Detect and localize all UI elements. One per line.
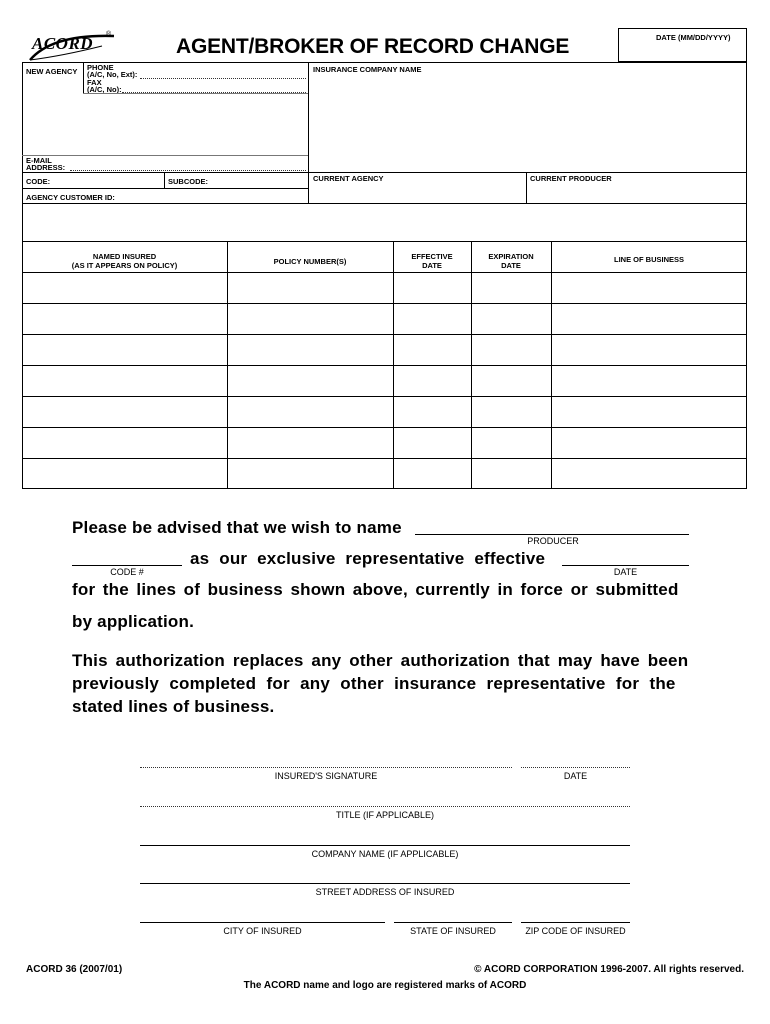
table-header-bottom bbox=[22, 272, 747, 273]
new-agency-name-field[interactable] bbox=[24, 96, 306, 154]
table-row[interactable] bbox=[22, 427, 747, 428]
fax-label: FAX bbox=[87, 78, 102, 87]
insured-signature-line[interactable] bbox=[140, 767, 512, 768]
insurance-company-label: INSURANCE COMPANY NAME bbox=[313, 65, 422, 74]
customer-id-bottom bbox=[22, 203, 747, 204]
producer-input-line[interactable] bbox=[415, 534, 689, 535]
table-row[interactable] bbox=[22, 396, 747, 397]
title-caption: TITLE (IF APPLICABLE) bbox=[335, 810, 435, 820]
table-row[interactable] bbox=[22, 334, 747, 335]
date-field-box[interactable] bbox=[618, 28, 747, 62]
logo-text: ACORD bbox=[32, 34, 94, 53]
code-subcode-divider bbox=[164, 172, 165, 188]
statement-line-2: as our exclusive representative effective bbox=[190, 549, 546, 568]
email-label-2: ADDRESS: bbox=[26, 163, 66, 172]
insured-signature-caption: INSURED'S SIGNATURE bbox=[274, 771, 378, 781]
code-input-line[interactable] bbox=[72, 565, 182, 566]
fax-sub-label: (A/C, No): bbox=[87, 85, 122, 94]
state-line[interactable] bbox=[394, 922, 512, 923]
current-producer-label: CURRENT PRODUCER bbox=[530, 174, 612, 183]
signature-date-line[interactable] bbox=[521, 767, 630, 768]
new-agency-label: NEW AGENCY bbox=[26, 67, 78, 76]
company-name-caption: COMPANY NAME (IF APPLICABLE) bbox=[311, 849, 459, 859]
customer-id-field[interactable] bbox=[24, 205, 745, 240]
zip-line[interactable] bbox=[521, 922, 630, 923]
authorization-line-2: previously completed for any other insurance representative for the bbox=[72, 674, 676, 693]
authorization-line-1: This authorization replaces any other authorization that may have been bbox=[72, 651, 689, 670]
form-id: ACORD 36 (2007/01) bbox=[26, 964, 123, 975]
copyright: © ACORD CORPORATION 1996-2007. All rights reserved. bbox=[474, 964, 744, 975]
subcode-label: SUBCODE: bbox=[168, 177, 209, 186]
phone-input-line[interactable] bbox=[140, 78, 306, 79]
page-title: AGENT/BROKER OF RECORD CHANGE bbox=[176, 35, 570, 58]
trademark-notice: The ACORD name and logo are registered marks of ACORD bbox=[243, 980, 527, 991]
statement-line-1: Please be advised that we wish to name bbox=[72, 518, 402, 537]
date-caption: DATE bbox=[613, 567, 638, 577]
table-row[interactable] bbox=[22, 458, 747, 459]
title-line[interactable] bbox=[140, 806, 630, 807]
insurance-company-field[interactable] bbox=[310, 76, 745, 170]
col-header-expiration-date: EXPIRATION DATE bbox=[488, 252, 534, 270]
code-caption: CODE # bbox=[110, 567, 144, 577]
city-line[interactable] bbox=[140, 922, 385, 923]
zip-caption: ZIP CODE OF INSURED bbox=[525, 926, 626, 936]
statement-line-3: for the lines of business shown above, currently in force or submitted bbox=[72, 580, 679, 599]
phone-sub-label: (A/C, No, Ext): bbox=[87, 70, 138, 79]
agency-producer-divider bbox=[526, 172, 527, 203]
phone-label: PHONE bbox=[87, 63, 114, 72]
logo-registered-mark: ® bbox=[106, 31, 112, 38]
table-row[interactable] bbox=[22, 365, 747, 366]
acord-logo bbox=[22, 26, 122, 66]
table-row[interactable] bbox=[22, 303, 747, 304]
col-header-named-insured: NAMED INSURED (AS IT APPEARS ON POLICY) bbox=[71, 252, 178, 270]
producer-caption: PRODUCER bbox=[527, 536, 579, 546]
email-label-1: E-MAIL bbox=[26, 156, 52, 165]
street-address-line[interactable] bbox=[140, 883, 630, 884]
city-caption: CITY OF INSURED bbox=[223, 926, 302, 936]
state-caption: STATE OF INSURED bbox=[410, 926, 496, 936]
phone-divider bbox=[83, 62, 84, 94]
email-top bbox=[22, 155, 308, 156]
code-row-bottom bbox=[22, 188, 308, 189]
authorization-line-3: stated lines of business. bbox=[72, 697, 275, 716]
col-header-policy-number: POLICY NUMBER(S) bbox=[273, 257, 347, 266]
effective-date-input-line[interactable] bbox=[562, 565, 689, 566]
signature-date-caption: DATE bbox=[563, 771, 588, 781]
street-address-caption: STREET ADDRESS OF INSURED bbox=[315, 887, 455, 897]
current-agency-label: CURRENT AGENCY bbox=[313, 174, 384, 183]
email-input-line[interactable] bbox=[70, 170, 306, 171]
phone-fax-bottom bbox=[83, 93, 308, 94]
col-header-line-of-business: LINE OF BUSINESS bbox=[613, 255, 684, 264]
company-name-line[interactable] bbox=[140, 845, 630, 846]
statement-line-4: by application. bbox=[72, 612, 195, 631]
agency-divider bbox=[308, 62, 309, 203]
customer-id-label: AGENCY CUSTOMER ID: bbox=[26, 193, 115, 202]
date-field-label: DATE (MM/DD/YYYY) bbox=[656, 33, 731, 42]
code-label: CODE: bbox=[26, 177, 51, 186]
col-header-effective-date: EFFECTIVE DATE bbox=[411, 252, 453, 270]
code-row-top bbox=[22, 172, 747, 173]
